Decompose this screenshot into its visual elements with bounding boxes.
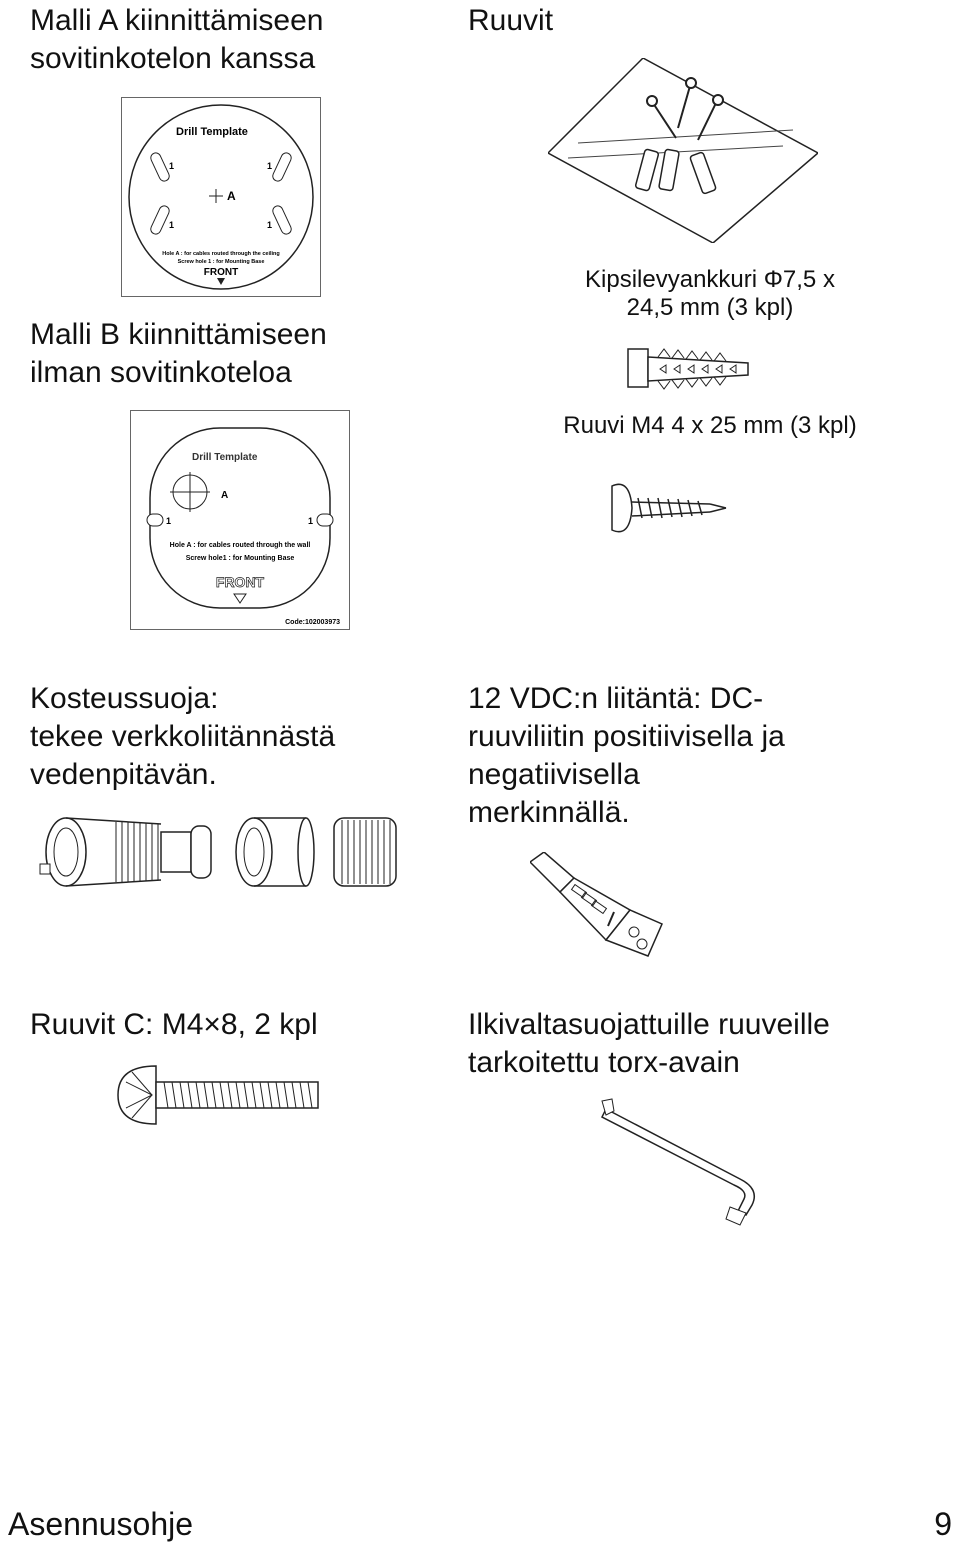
- anchor-label: Kipsilevyankkuri Φ7,5 x 24,5 mm (3 kpl): [585, 266, 835, 321]
- screw-c-image: [116, 1062, 326, 1128]
- template-a-hole1-tl: 1: [169, 161, 175, 171]
- screws-heading: Ruuvit: [468, 4, 554, 37]
- template-a-note1: Hole A : for cables routed through the ceiling: [162, 251, 280, 257]
- template-a-hole1-tr: 1: [267, 161, 273, 171]
- footer-title: Asennusohje: [8, 1506, 194, 1542]
- moisture-protector-image: [36, 814, 406, 890]
- template-b-code: Code:102003973: [285, 619, 340, 626]
- screw-m4-label: Ruuvi M4 4 x 25 mm (3 kpl): [563, 412, 857, 439]
- moisture-label: Kosteussuoja: tekee verkkoliitännästä vedenpitävän.: [30, 682, 336, 791]
- torx-key-image: [600, 1095, 770, 1230]
- template-b-title: Drill Template: [192, 452, 258, 463]
- screw-m4-image: [610, 478, 730, 538]
- template-b-note1: Hole A : for cables routed through the wall: [169, 542, 311, 549]
- template-b-hole-a: A: [221, 490, 229, 501]
- template-a-hole-a: A: [227, 189, 236, 203]
- template-b-hole1-right: 1: [308, 516, 314, 526]
- drywall-anchor-image: [626, 345, 756, 391]
- template-a-hole1-br: 1: [267, 220, 273, 230]
- dc-connector-label: 12 VDC:n liitäntä: DC- ruuviliitin positiivisella ja negatiivisella merkinnällä.: [468, 682, 785, 829]
- template-a-note2: Screw hole 1 : for Mounting Base: [177, 259, 265, 265]
- drill-template-a-image: [121, 97, 321, 297]
- template-a-title: Drill Template: [176, 126, 248, 138]
- screws-c-label: Ruuvit C: M4×8, 2 kpl: [30, 1008, 318, 1041]
- template-b-hole1-left: 1: [166, 516, 172, 526]
- model-a-heading: Malli A kiinnittämiseen sovitinkotelon kanssa: [30, 4, 324, 75]
- template-a-hole1-bl: 1: [169, 220, 175, 230]
- screw-bag-image: [548, 58, 818, 243]
- torx-key-label: Ilkivaltasuojattuille ruuveille tarkoitettu torx-avain: [468, 1008, 830, 1079]
- template-a-front: FRONT: [203, 267, 239, 278]
- dc-connector-image: [530, 852, 670, 962]
- page-number: 9: [934, 1506, 952, 1542]
- model-b-heading: Malli B kiinnittämiseen ilman sovitinkoteloa: [30, 318, 327, 389]
- drill-template-b-image: [130, 410, 350, 630]
- template-b-front: FRONT: [215, 574, 265, 590]
- template-b-note2: Screw hole1 : for Mounting Base: [185, 555, 295, 562]
